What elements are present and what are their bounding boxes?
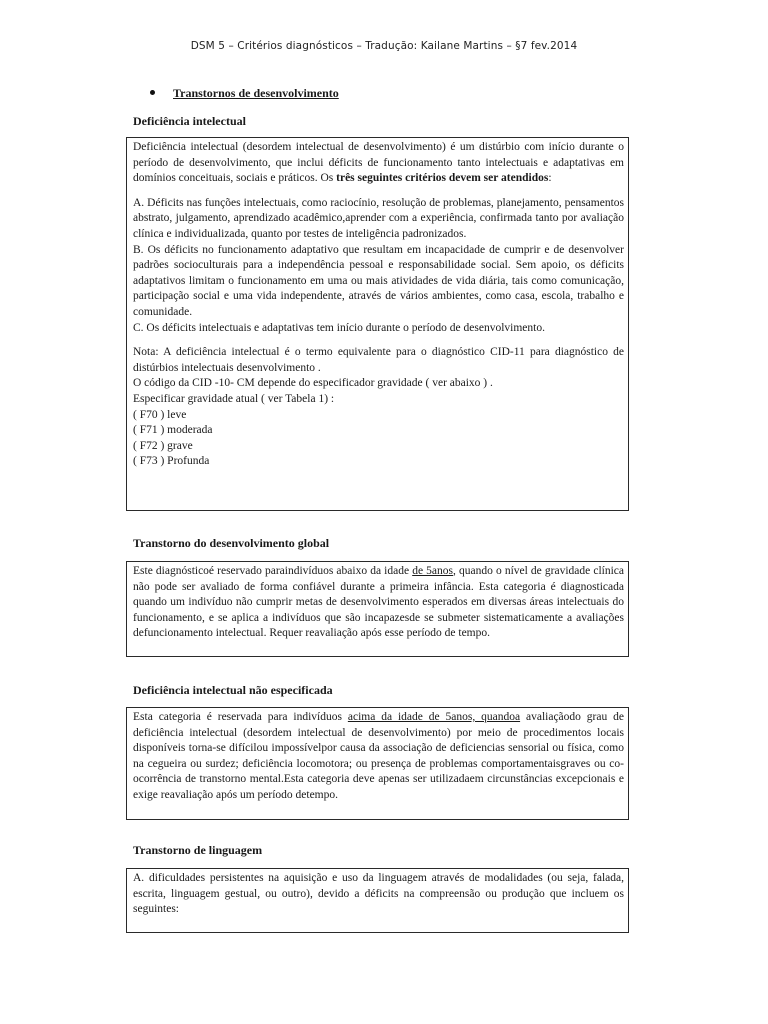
global-delay-underlined: de 5anos xyxy=(412,565,453,577)
global-delay-paragraph xyxy=(133,564,624,642)
severity-item: ( F72 ) grave xyxy=(133,439,193,452)
language-paragraph: A. dificuldades persistentes na aquisição e uso da linguagem através de modalidades (ou seja, falada, escrita, linguagem gestual, ou outro), devido a déficits na compreensão ou produção que incluem os seguintes: xyxy=(133,872,624,916)
box-global-delay xyxy=(126,561,629,657)
criterion-c: C. Os déficits intelectuais e adaptativas tem início durante o período de desenvolvimento. xyxy=(133,321,545,334)
heading-global-delay: Transtorno do desenvolvimento global xyxy=(133,536,330,550)
intro-end: : xyxy=(548,172,552,185)
severity-item: ( F71 ) moderada xyxy=(133,424,213,437)
unspecified-text: Esta categoria é reservada para indivíduos xyxy=(133,711,348,723)
bullet-dot-icon xyxy=(150,90,155,95)
severity-label: Especificar gravidade atual ( ver Tabela 1) : xyxy=(133,392,335,405)
section-title: Transtornos de desenvolvimento xyxy=(173,86,339,100)
criterion-a: A. Déficits nas funções intelectuais, como raciocínio, resolução de problemas, planejamento, pensamentos abstrato, julgamento, aprendizado acadêmico,aprender com a experiência, confirmada tanto por avaliação clínica e individualizada, quanto por testes de inteligência padronizados. xyxy=(133,196,624,240)
box-language xyxy=(126,868,629,933)
heading-intellectual-disability: Deficiência intelectual xyxy=(133,114,246,128)
global-delay-text: Este diagnósticoé reservado paraindivíduos abaixo da idade xyxy=(133,565,413,577)
unspecified-paragraph xyxy=(133,710,624,804)
intro-bold-text: três seguintes critérios devem ser atendidos xyxy=(336,172,549,185)
heading-unspecified: Deficiência intelectual não especificada xyxy=(133,683,333,697)
page-header: DSM 5 – Critérios diagnósticos – Tradução: Kailane Martins – §7 fev.2014 xyxy=(190,40,578,52)
intro-text: Deficiência intelectual (desordem intelectual de desenvolvimento) é um distúrbio com início durante o período de desenvolvimento, que inclui déficits de funcionamento tanto intelectuais e adaptativas em domínios conceituais, sociais e práticos. Os xyxy=(133,141,624,185)
code-note: O código da CID -10- CM depende do especificador gravidade ( ver abaixo ) . xyxy=(133,377,493,390)
unspecified-underlined: acima da idade de 5anos, quandoa xyxy=(347,711,521,723)
note-paragraph: Nota: A deficiência intelectual é o termo equivalente para o diagnóstico CID-11 para diagnóstico de distúrbios intelectuais desenvolvimento . xyxy=(133,346,624,374)
global-delay-text-end: , quando o nível de gravidade clínica não pode ser avaliado de forma confiável durante a primeira infância. Esta categoria é diagnosticada quando um indivíduo não cumprir metas de desenvolvimento esperados em diversas áreas intelectuais do funcionamento, e se aplica a indivíduos que são incapazesde se submeter sistematicamente a avaliações defuncionamento intelectual. Requer reavaliação após esse período de tempo. xyxy=(133,565,624,640)
severity-item: ( F73 ) Profunda xyxy=(133,455,210,468)
severity-item: ( F70 ) leve xyxy=(133,408,187,421)
section-bullet xyxy=(150,86,339,101)
heading-language: Transtorno de linguagem xyxy=(133,843,263,857)
box-intellectual-disability xyxy=(126,137,629,511)
criterion-b: B. Os déficits no funcionamento adaptativo que resultam em incapacidade de cumprir e de desenvolver padrões socioculturais para a independência pessoal e responsabilidade social. Sem apoio, os déficits adaptativos limitam o funcionamento em uma ou mais atividades de vida diária, tais como comunicação, participação social e uma vida independente, através de vários ambientes, como casa, escola, trabalho e comunidade. xyxy=(133,243,624,318)
intro-paragraph xyxy=(133,140,624,187)
unspecified-text-end: avaliaçãodo grau de deficiência intelectual (desordem intelectual de desenvolvimento) por meio de procedimentos locais disponíveis torna-se difícilou impossívelpor causa da associação de deficiencias sensorial ou física, como na cegueira ou surdez; deficiência locomotora; ou presença de problemas comportamentaisgraves ou co-ocorrência de transtorno mental.Esta categoria deve apenas ser utilizadaem circunstâncias excepcionais e exige reavaliação após um período detempo. xyxy=(133,711,624,801)
box-unspecified xyxy=(126,707,629,820)
